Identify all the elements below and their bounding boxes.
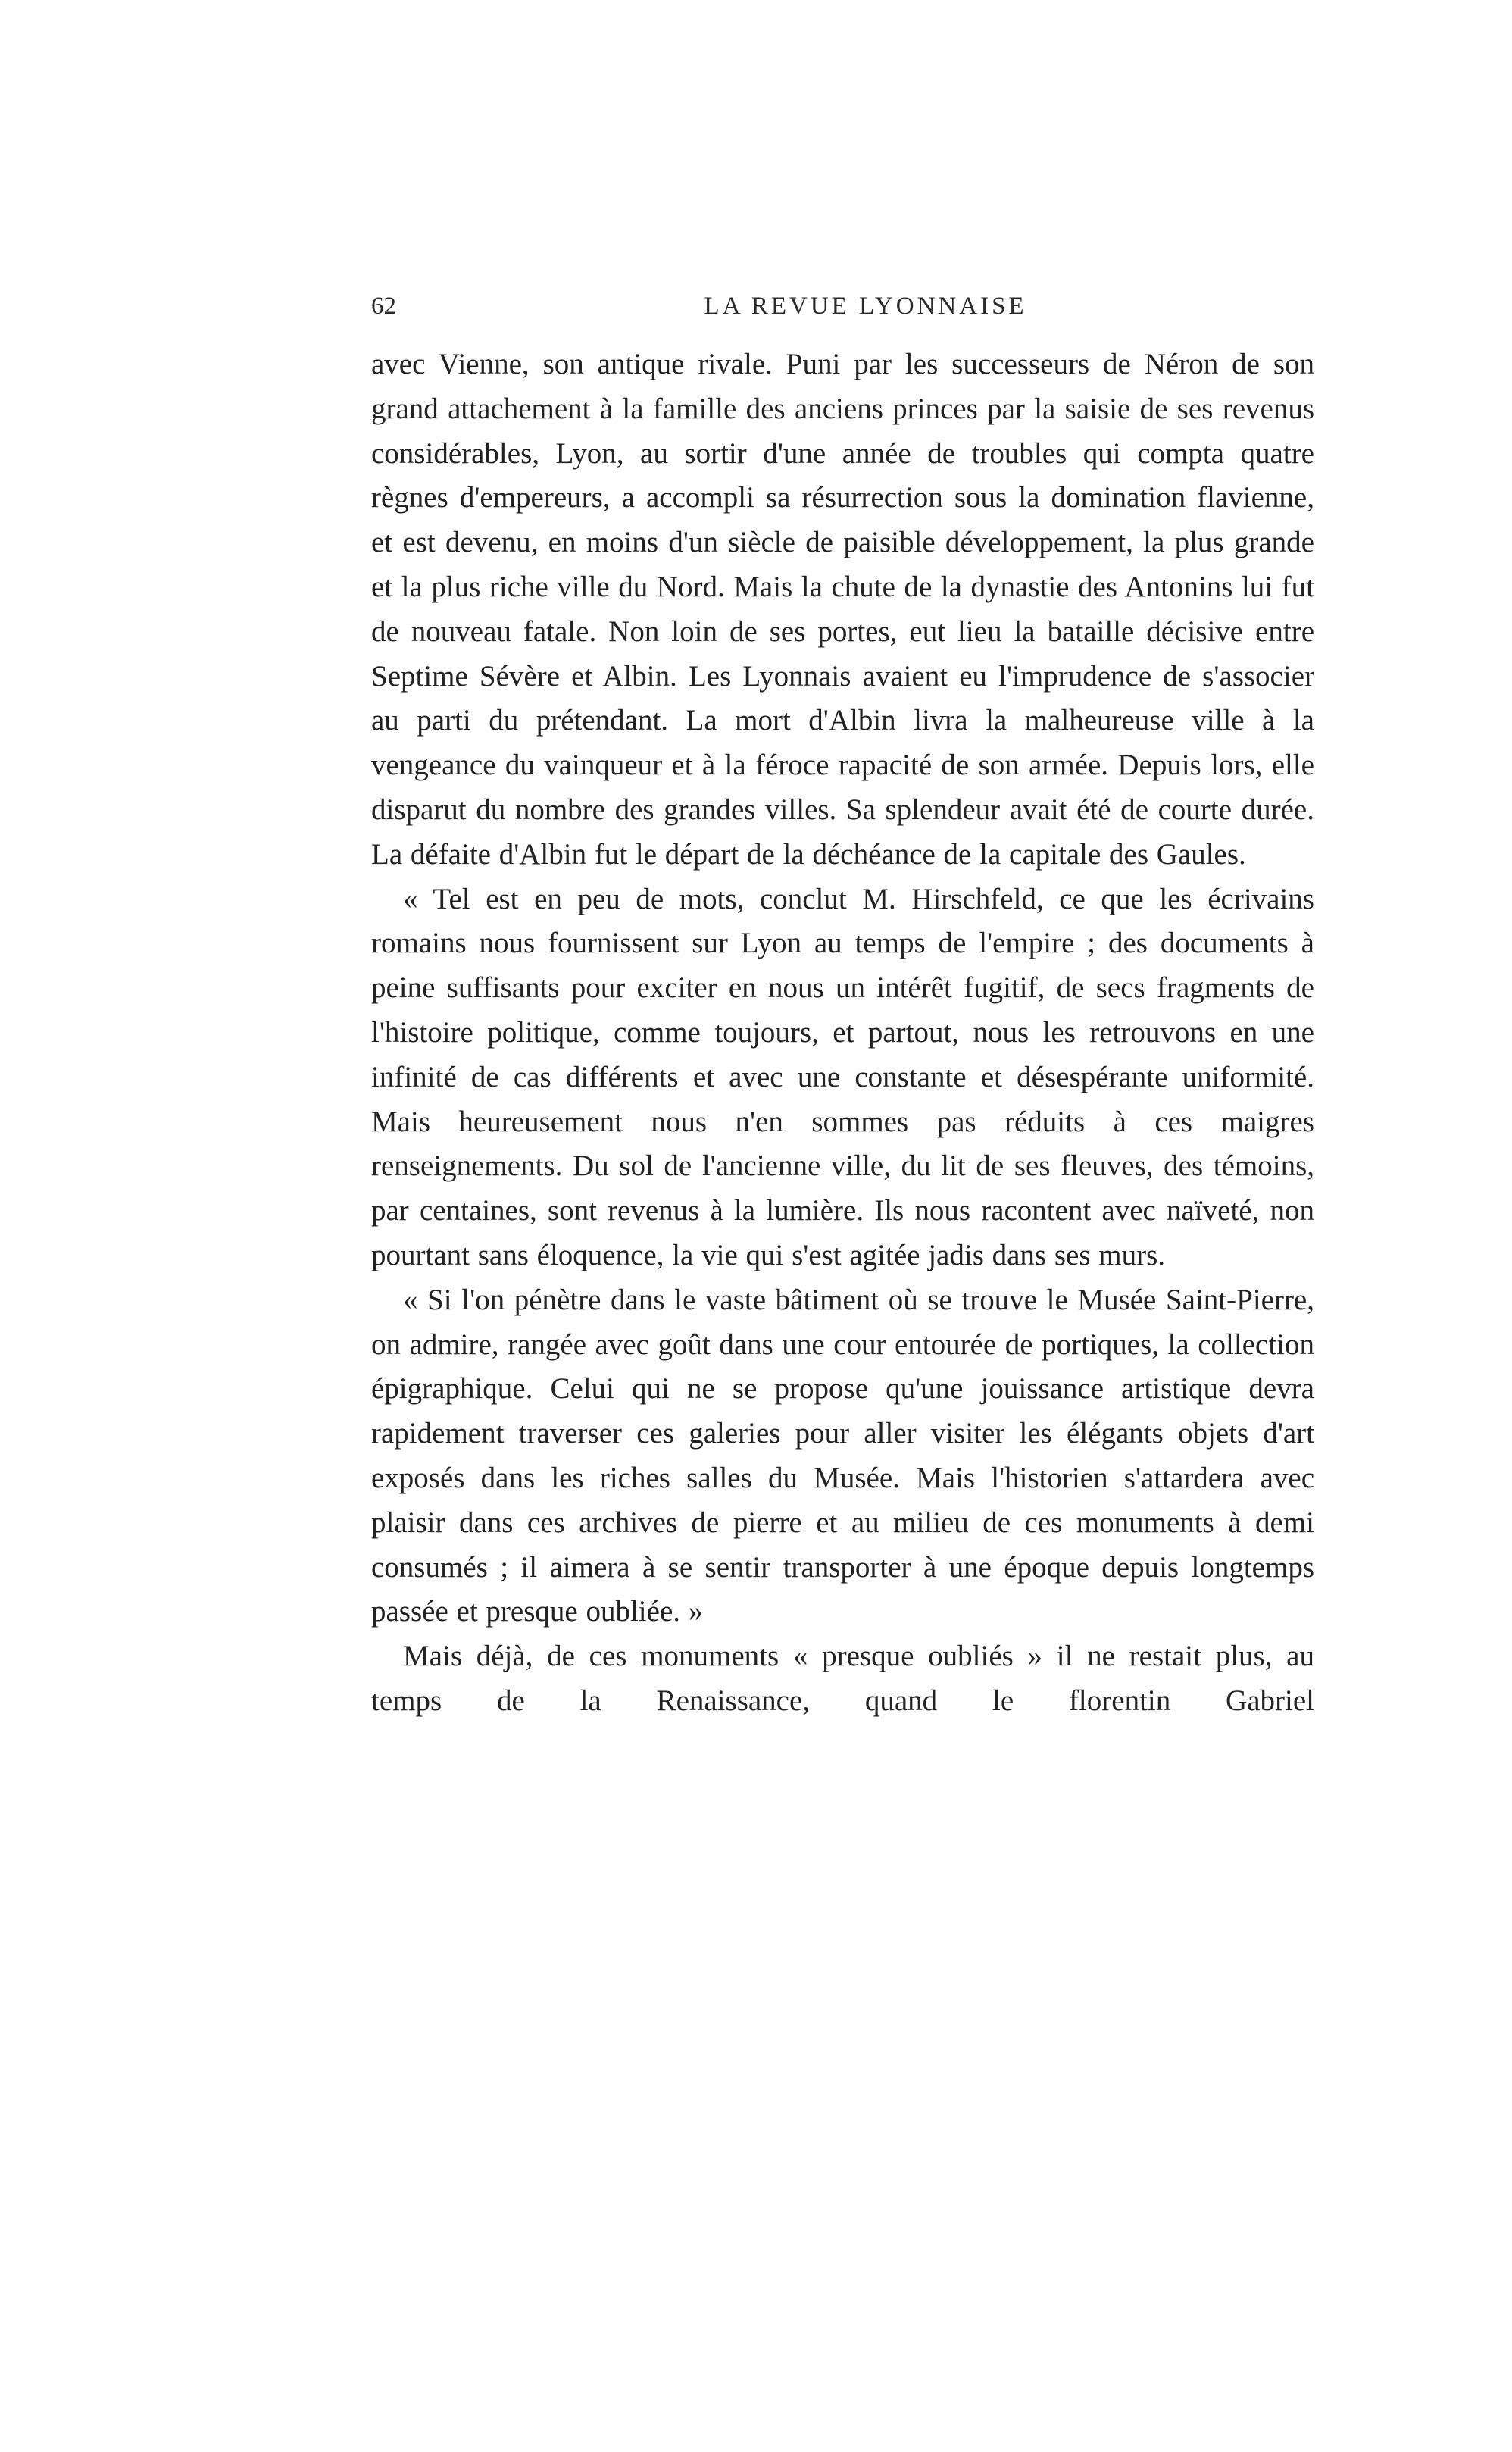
journal-title: LA REVUE LYONNAISE	[704, 292, 1027, 320]
paragraph-quote-musee: « Si l'on pénètre dans le vaste bâtiment où se trouve le Musée Saint-Pierre, on admire, rangée avec goût dans une cour entourée de portiques, la collection épigraphique. Celui qui ne se propose qu'une jouissance artistique devra rapidement traverser ces galeries pour aller visiter les élégants objets d'art exposés dans les riches salles du Musée. Mais l'historien s'attardera avec plaisir dans ces archives de pierre et au milieu de ces monuments à demi consumés ; il aimera à se sentir transporter à une époque depuis longtemps passée et presque oubliée. »	[371, 1283, 1314, 1628]
paragraph-quote-hirschfeld: « Tel est en peu de mots, conclut M. Hirschfeld, ce que les écrivains romains nous fournissent sur Lyon au temps de l'empire ; des documents à peine suffisants pour exciter en nous un intérêt fugitif, de secs fragments de l'histoire politique, comme toujours, et partout, nous les retrouvons en une infinité de cas différents et avec une constante et désespérante uniformité. Mais heureusement nous n'en sommes pas réduits à ces maigres renseignements. Du sol de l'ancienne ville, du lit de ses fleuves, des témoins, par centaines, sont revenus à la lumière. Ils nous racontent avec naïveté, non pourtant sans éloquence, la vie qui s'est agitée jadis dans ses murs.	[371, 882, 1314, 1271]
body-text	[371, 342, 1314, 1769]
paragraph-renaissance: Mais déjà, de ces monuments « presque oubliés » il ne restait plus, au temps de la Renaissance, quand le florentin Gabriel	[371, 1640, 1314, 1717]
page-number: 62	[371, 292, 396, 320]
paragraph-continuation: avec Vienne, son antique rivale. Puni par les successeurs de Néron de son grand attachement à la famille des anciens princes par la saisie de ses revenus considérables, Lyon, au sortir d'une année de troubles qui compta quatre règnes d'empereurs, a accompli sa résurrection sous la domination flavienne, et est devenu, en moins d'un siècle de paisible développement, la plus grande et la plus riche ville du Nord. Mais la chute de la dynastie des Antonins lui fut de nouveau fatale. Non loin de ses portes, eut lieu la bataille décisive entre Septime Sévère et Albin. Les Lyonnais avaient eu l'imprudence de s'associer au parti du prétendant. La mort d'Albin livra la malheureuse ville à la vengeance du vainqueur et à la féroce rapacité de son armée. Depuis lors, elle disparut du nombre des grandes villes. Sa splendeur avait été de courte durée. La défaite d'Albin fut le départ de la déchéance de la capitale des Gaules.	[371, 348, 1314, 871]
document-page	[371, 288, 1314, 1769]
running-head	[371, 288, 1314, 333]
